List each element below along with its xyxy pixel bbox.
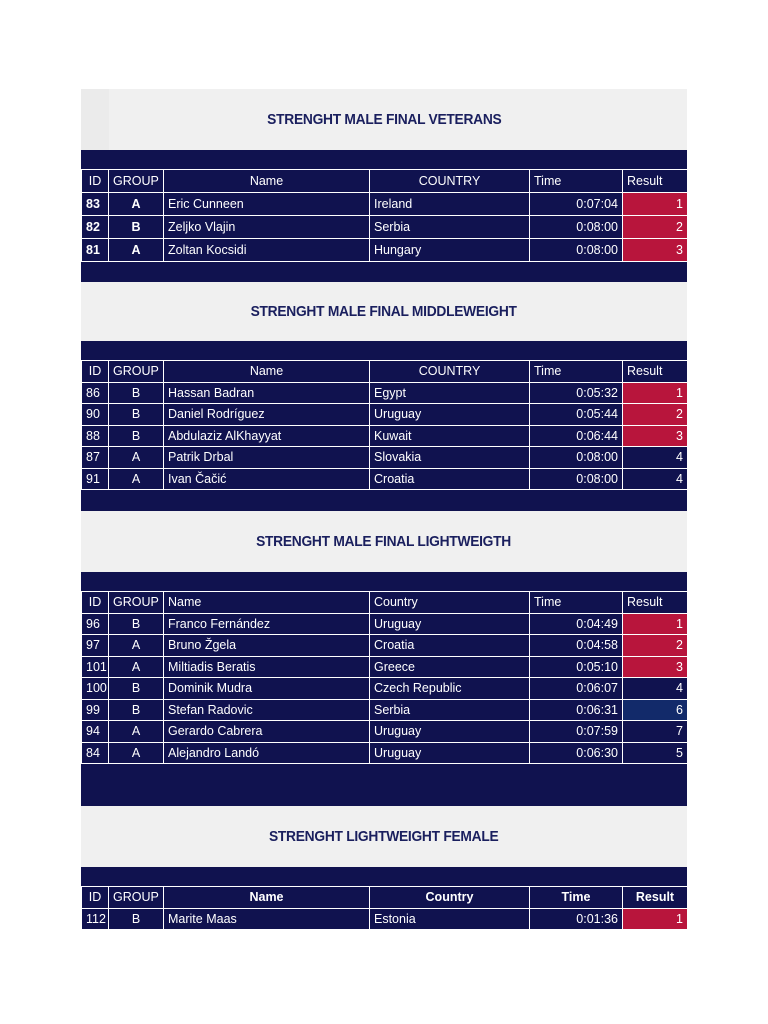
cell-name: Bruno Žgela bbox=[164, 635, 370, 657]
cell-name: Dominik Mudra bbox=[164, 678, 370, 700]
table-row bbox=[82, 721, 688, 743]
cell-group: B bbox=[109, 678, 164, 700]
cell-id: 88 bbox=[82, 425, 109, 447]
section-title-band bbox=[81, 806, 687, 867]
table-row bbox=[82, 447, 688, 469]
cell-result: 1 bbox=[623, 613, 688, 635]
cell-time: 0:08:00 bbox=[530, 216, 623, 239]
cell-group: A bbox=[109, 447, 164, 469]
table-row bbox=[82, 699, 688, 721]
table-row bbox=[82, 656, 688, 678]
cell-country: Uruguay bbox=[370, 404, 530, 426]
cell-country: Slovakia bbox=[370, 447, 530, 469]
cell-id: 87 bbox=[82, 447, 109, 469]
cell-group: A bbox=[109, 239, 164, 262]
cell-result: 4 bbox=[623, 678, 688, 700]
header-id: ID bbox=[82, 887, 109, 909]
cell-country: Egypt bbox=[370, 382, 530, 404]
cell-id: 84 bbox=[82, 742, 109, 764]
cell-country: Greece bbox=[370, 656, 530, 678]
cell-name: Miltiadis Beratis bbox=[164, 656, 370, 678]
header-id: ID bbox=[82, 170, 109, 193]
section-spacer-bar bbox=[81, 867, 687, 886]
cell-result: 5 bbox=[623, 742, 688, 764]
cell-result: 4 bbox=[623, 468, 688, 490]
table-row bbox=[82, 613, 688, 635]
cell-group: B bbox=[109, 404, 164, 426]
table-row bbox=[82, 468, 688, 490]
header-time: Time bbox=[530, 361, 623, 383]
cell-id: 81 bbox=[82, 239, 109, 262]
cell-id: 86 bbox=[82, 382, 109, 404]
cell-result: 6 bbox=[623, 699, 688, 721]
cell-time: 0:06:31 bbox=[530, 699, 623, 721]
cell-group: B bbox=[109, 425, 164, 447]
table-row bbox=[82, 635, 688, 657]
cell-group: A bbox=[109, 742, 164, 764]
cell-time: 0:08:00 bbox=[530, 239, 623, 262]
cell-result: 2 bbox=[623, 635, 688, 657]
section-title: STRENGHT MALE FINAL MIDDLEWEIGHT bbox=[250, 303, 518, 320]
cell-group: A bbox=[109, 656, 164, 678]
cell-name: Marite Maas bbox=[164, 908, 370, 930]
header-result: Result bbox=[623, 170, 688, 193]
results-document bbox=[81, 89, 687, 930]
cell-group: A bbox=[109, 721, 164, 743]
cell-group: A bbox=[109, 193, 164, 216]
section-title: STRENGHT LIGHTWEIGHT FEMALE bbox=[269, 828, 499, 845]
header-id: ID bbox=[82, 592, 109, 614]
cell-id: 83 bbox=[82, 193, 109, 216]
cell-result: 1 bbox=[623, 193, 688, 216]
header-country: Country bbox=[370, 592, 530, 614]
cell-group: A bbox=[109, 468, 164, 490]
table-row bbox=[82, 404, 688, 426]
cell-time: 0:06:44 bbox=[530, 425, 623, 447]
table-row bbox=[82, 216, 688, 239]
cell-country: Hungary bbox=[370, 239, 530, 262]
table-row bbox=[82, 425, 688, 447]
cell-group: B bbox=[109, 216, 164, 239]
table-row bbox=[82, 908, 688, 930]
cell-id: 96 bbox=[82, 613, 109, 635]
cell-result: 3 bbox=[623, 425, 688, 447]
cell-name: Franco Fernández bbox=[164, 613, 370, 635]
header-group: GROUP bbox=[109, 887, 164, 909]
table-header-row bbox=[82, 592, 688, 614]
cell-name: Daniel Rodríguez bbox=[164, 404, 370, 426]
header-country: COUNTRY bbox=[370, 170, 530, 193]
cell-result: 7 bbox=[623, 721, 688, 743]
header-name: Name bbox=[164, 592, 370, 614]
header-result: Result bbox=[623, 592, 688, 614]
section-title-band bbox=[81, 89, 687, 150]
section-spacer-bar bbox=[81, 262, 687, 282]
cell-time: 0:07:59 bbox=[530, 721, 623, 743]
header-group: GROUP bbox=[109, 592, 164, 614]
cell-time: 0:08:00 bbox=[530, 447, 623, 469]
cell-id: 97 bbox=[82, 635, 109, 657]
cell-name: Patrik Drbal bbox=[164, 447, 370, 469]
cell-country: Uruguay bbox=[370, 721, 530, 743]
cell-country: Croatia bbox=[370, 468, 530, 490]
cell-result: 1 bbox=[623, 908, 688, 930]
results-table bbox=[81, 886, 688, 930]
cell-country: Czech Republic bbox=[370, 678, 530, 700]
table-row bbox=[82, 742, 688, 764]
cell-id: 82 bbox=[82, 216, 109, 239]
cell-time: 0:04:49 bbox=[530, 613, 623, 635]
cell-time: 0:05:10 bbox=[530, 656, 623, 678]
section-title-band bbox=[81, 282, 687, 341]
table-row bbox=[82, 193, 688, 216]
table-row bbox=[82, 678, 688, 700]
header-name: Name bbox=[164, 170, 370, 193]
cell-name: Zeljko Vlajin bbox=[164, 216, 370, 239]
header-time: Time bbox=[530, 887, 623, 909]
header-time: Time bbox=[530, 170, 623, 193]
cell-result: 1 bbox=[623, 382, 688, 404]
table-row bbox=[82, 382, 688, 404]
section-spacer-bar bbox=[81, 150, 687, 169]
header-result: Result bbox=[623, 887, 688, 909]
cell-result: 4 bbox=[623, 447, 688, 469]
cell-time: 0:08:00 bbox=[530, 468, 623, 490]
cell-country: Croatia bbox=[370, 635, 530, 657]
cell-name: Hassan Badran bbox=[164, 382, 370, 404]
header-country: Country bbox=[370, 887, 530, 909]
cell-country: Uruguay bbox=[370, 742, 530, 764]
cell-name: Abdulaziz AlKhayyat bbox=[164, 425, 370, 447]
cell-result: 3 bbox=[623, 656, 688, 678]
cell-time: 0:05:44 bbox=[530, 404, 623, 426]
cell-name: Eric Cunneen bbox=[164, 193, 370, 216]
table-header-row bbox=[82, 361, 688, 383]
results-table bbox=[81, 169, 688, 262]
cell-time: 0:05:32 bbox=[530, 382, 623, 404]
cell-group: B bbox=[109, 382, 164, 404]
header-id: ID bbox=[82, 361, 109, 383]
cell-time: 0:04:58 bbox=[530, 635, 623, 657]
header-result: Result bbox=[623, 361, 688, 383]
cell-group: A bbox=[109, 635, 164, 657]
cell-id: 90 bbox=[82, 404, 109, 426]
cell-time: 0:07:04 bbox=[530, 193, 623, 216]
cell-name: Alejandro Landó bbox=[164, 742, 370, 764]
results-table bbox=[81, 360, 688, 490]
title-band-strip bbox=[81, 89, 109, 150]
header-country: COUNTRY bbox=[370, 361, 530, 383]
section-title: STRENGHT MALE FINAL LIGHTWEIGTH bbox=[256, 533, 512, 550]
section-title-band bbox=[81, 511, 687, 572]
cell-country: Estonia bbox=[370, 908, 530, 930]
section-spacer-bar bbox=[81, 764, 687, 806]
header-group: GROUP bbox=[109, 170, 164, 193]
cell-name: Zoltan Kocsidi bbox=[164, 239, 370, 262]
cell-country: Ireland bbox=[370, 193, 530, 216]
cell-id: 99 bbox=[82, 699, 109, 721]
section-spacer-bar bbox=[81, 341, 687, 360]
header-time: Time bbox=[530, 592, 623, 614]
cell-name: Stefan Radovic bbox=[164, 699, 370, 721]
table-header-row bbox=[82, 170, 688, 193]
cell-country: Kuwait bbox=[370, 425, 530, 447]
cell-name: Ivan Čačić bbox=[164, 468, 370, 490]
table-row bbox=[82, 239, 688, 262]
header-group: GROUP bbox=[109, 361, 164, 383]
cell-result: 2 bbox=[623, 216, 688, 239]
cell-group: B bbox=[109, 613, 164, 635]
cell-time: 0:06:30 bbox=[530, 742, 623, 764]
cell-time: 0:06:07 bbox=[530, 678, 623, 700]
cell-time: 0:01:36 bbox=[530, 908, 623, 930]
cell-group: B bbox=[109, 699, 164, 721]
cell-id: 100 bbox=[82, 678, 109, 700]
cell-country: Uruguay bbox=[370, 613, 530, 635]
cell-id: 101 bbox=[82, 656, 109, 678]
results-table bbox=[81, 591, 688, 764]
cell-country: Serbia bbox=[370, 699, 530, 721]
cell-id: 91 bbox=[82, 468, 109, 490]
cell-result: 2 bbox=[623, 404, 688, 426]
section-spacer-bar bbox=[81, 490, 687, 511]
cell-result: 3 bbox=[623, 239, 688, 262]
table-header-row bbox=[82, 887, 688, 909]
cell-id: 112 bbox=[82, 908, 109, 930]
cell-group: B bbox=[109, 908, 164, 930]
cell-country: Serbia bbox=[370, 216, 530, 239]
header-name: Name bbox=[164, 887, 370, 909]
header-name: Name bbox=[164, 361, 370, 383]
cell-id: 94 bbox=[82, 721, 109, 743]
cell-name: Gerardo Cabrera bbox=[164, 721, 370, 743]
section-spacer-bar bbox=[81, 572, 687, 591]
section-title: STRENGHT MALE FINAL VETERANS bbox=[266, 111, 502, 128]
